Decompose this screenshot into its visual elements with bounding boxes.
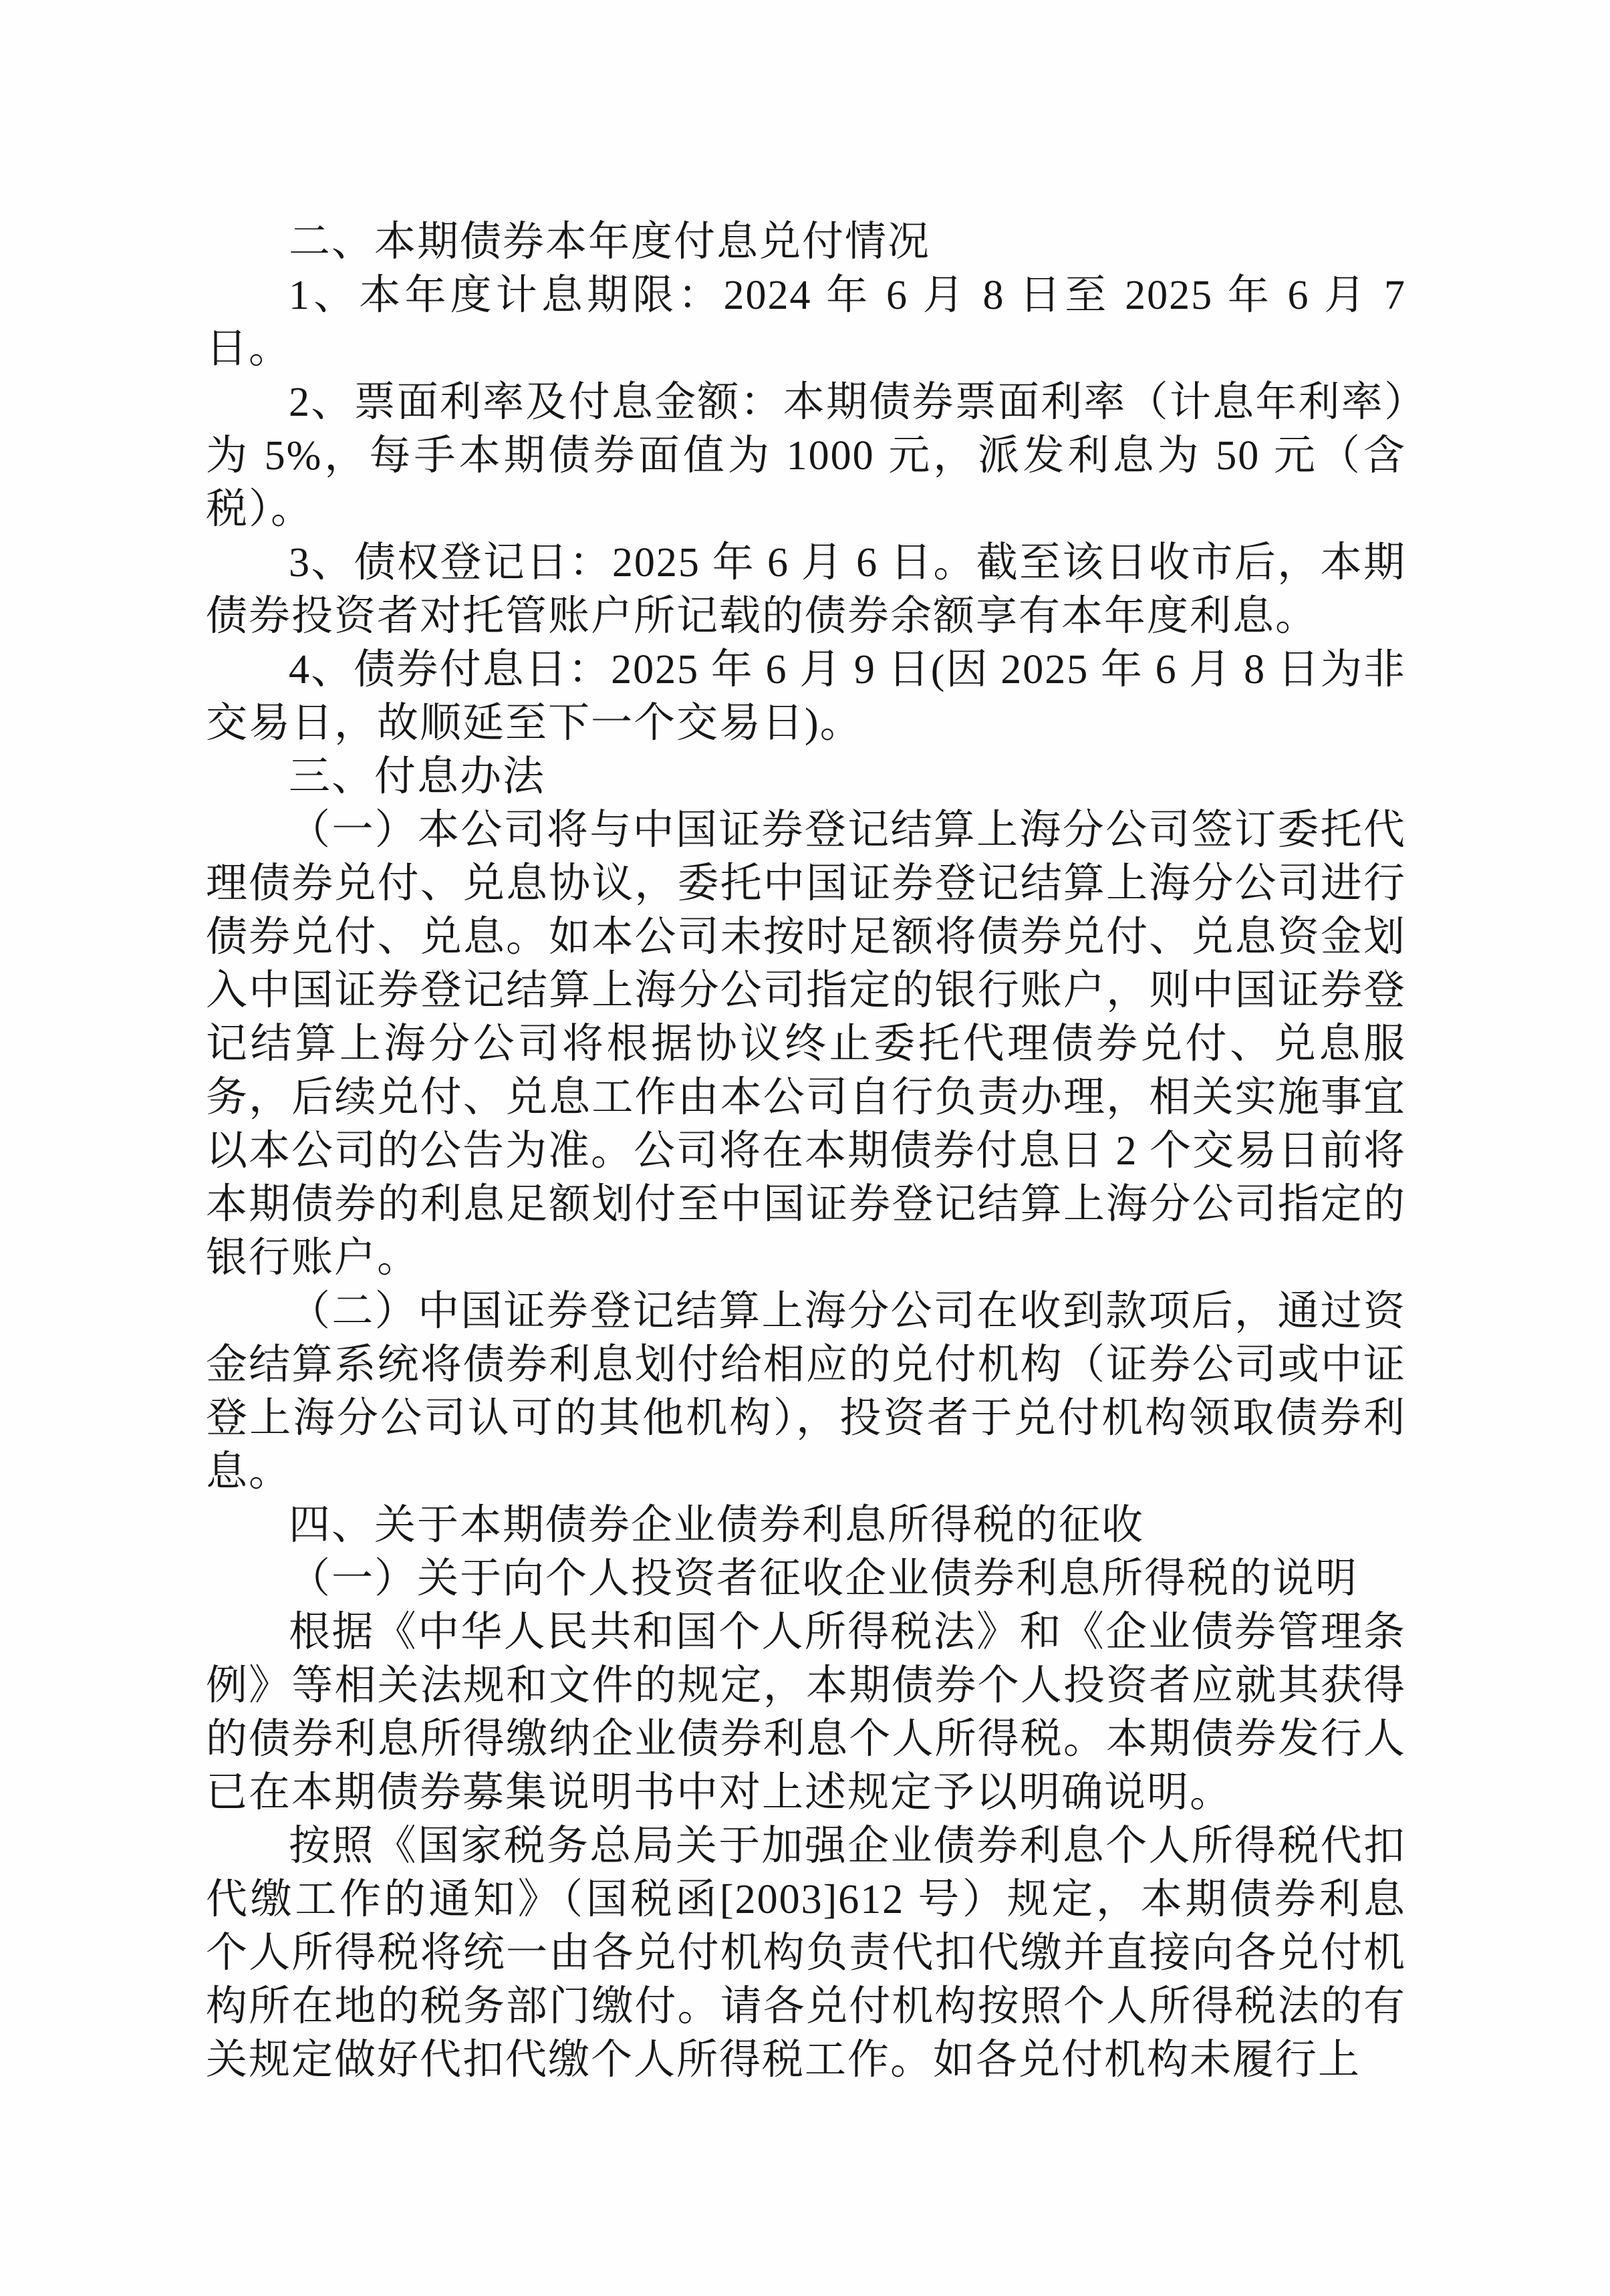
section-3-heading: 三、付息办法 [289,754,546,799]
item-1-interest-period: 1、本年度计息期限：2024 年 6 月 8 日至 2025 年 6 月 7 日。 [206,273,1406,372]
section-2-heading: 二、本期债券本年度付息兑付情况 [289,219,931,265]
section-4-heading: 四、关于本期债券企业债券利息所得税的征收 [289,1503,1145,1548]
section-4-sub-heading-1: （一）关于向个人投资者征收企业债券利息所得税的说明 [289,1556,1359,1602]
section-3-para-2: （二）中国证券登记结算上海分公司在收到款项后，通过资金结算系统将债券利息划付给相应的兑付机构（证券公司或中证登上海分公司认可的其他机构），投资者于兑付机构领取债券利息。 [206,1289,1406,1495]
item-3-record-date: 3、债权登记日：2025 年 6 月 6 日。截至该日收市后，本期债券投资者对托管账户所记载的债券余额享有本年度利息。 [206,540,1406,639]
section-3-para-1: （一）本公司将与中国证券登记结算上海分公司签订委托代理债券兑付、兑息协议，委托中国证券登记结算上海分公司进行债券兑付、兑息。如本公司未按时足额将债券兑付、兑息资金划入中国证券登记结算上海分公司指定的银行账户，则中国证券登记结算上海分公司将根据协议终止委托代理债券兑付、兑息服务，后续兑付、兑息工作由本公司自行负责办理，相关实施事宜以本公司的公告为准。公司将在本期债券付息日 2 个交易日前将本期债券的利息足额划付至中国证券登记结算上海分公司指定的银行账户。 [206,807,1407,1281]
document-body [206,215,1406,2087]
section-4-para-2: 按照《国家税务总局关于加强企业债券利息个人所得税代扣代缴工作的通知》（国税函[2003]612 号）规定，本期债券利息个人所得税将统一由各兑付机构负责代扣代缴并直接向各兑付机构所在地的税务部门缴付。请各兑付机构按照个人所得税法的有关规定做好代扣代缴个人所得税工作。如各兑付机构未履行上 [206,1823,1406,2083]
item-2-coupon-rate: 2、票面利率及付息金额：本期债券票面利率（计息年利率）为 5%，每手本期债券面值为 1000 元，派发利息为 50 元（含税）。 [206,380,1406,532]
section-4-para-1: 根据《中华人民共和国个人所得税法》和《企业债券管理条例》等相关法规和文件的规定，本期债券个人投资者应就其获得的债券利息所得缴纳企业债券利息个人所得税。本期债券发行人已在本期债券募集说明书中对上述规定予以明确说明。 [206,1610,1406,1815]
item-4-payment-date: 4、债券付息日：2025 年 6 月 9 日(因 2025 年 6 月 8 日为非交易日，故顺延至下一个交易日)。 [206,647,1406,746]
